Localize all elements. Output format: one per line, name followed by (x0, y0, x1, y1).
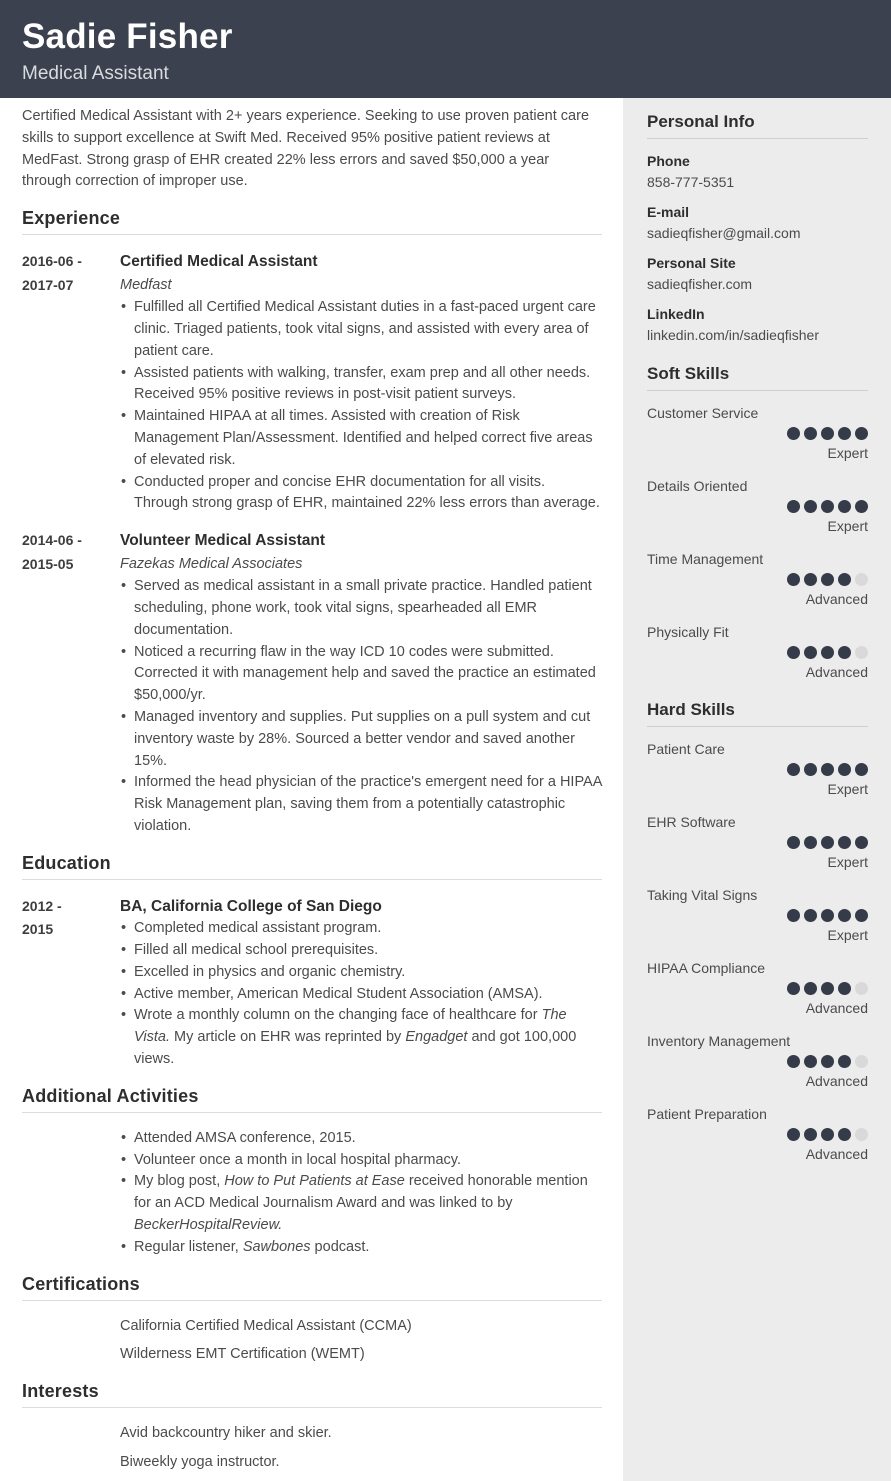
rating-dot (821, 500, 834, 513)
rating-dot (821, 763, 834, 776)
rating-dot (787, 646, 800, 659)
section-certifications (22, 1274, 602, 1367)
skill-item (647, 622, 868, 682)
skill-level-label: Expert (827, 854, 868, 870)
personal-info-item (647, 253, 868, 295)
sidebar-title-personal-info: Personal Info (647, 112, 868, 139)
rating-dot (821, 573, 834, 586)
skill-rating (647, 500, 868, 513)
skill-rating (647, 763, 868, 776)
rating-dot (838, 836, 851, 849)
rating-dot (838, 909, 851, 922)
rating-dot (804, 573, 817, 586)
experience-entries (22, 250, 602, 838)
rating-dot (804, 982, 817, 995)
skill-level-label: Expert (827, 518, 868, 534)
rating-dot (838, 646, 851, 659)
bullet-item: • Assisted patients with walking, transfer, exam prep and all other needs. Received 95% positive reviews in post-visit patient surveys. (120, 363, 602, 407)
entry-dates (22, 895, 120, 1071)
rating-dot (821, 1055, 834, 1068)
skill-item (647, 1031, 868, 1091)
bullet-item: • Informed the head physician of the practice's emergent need for a HIPAA Risk Management plan, saving them from a potentially catastrophic violation. (120, 772, 602, 837)
skill-name: EHR Software (647, 814, 736, 830)
skill-item (647, 885, 868, 945)
personal-info-item (647, 151, 868, 193)
rating-dot (787, 763, 800, 776)
hard-skills-list (647, 739, 868, 1164)
rating-dot (855, 573, 868, 586)
skill-rating (647, 836, 868, 849)
entry-title: BA, California College of San Diego (120, 897, 382, 915)
entry-dates (22, 529, 120, 838)
rating-dot (855, 1055, 868, 1068)
bullet-item: • Completed medical assistant program. (120, 918, 602, 940)
section-experience (22, 208, 602, 838)
rating-dot (855, 500, 868, 513)
rating-dot (804, 1128, 817, 1141)
rating-dot (855, 427, 868, 440)
rating-dot (838, 763, 851, 776)
section-education (22, 853, 602, 1071)
bullet-item: • Wrote a monthly column on the changing face of healthcare for The Vista. My article on EHR was reprinted by Engadget and got 100,000 views. (120, 1005, 602, 1070)
skill-rating (647, 646, 868, 659)
bullet-item: • Volunteer once a month in local hospital pharmacy. (120, 1150, 602, 1172)
entry-date-to: 2015-05 (22, 555, 74, 572)
certifications-list (120, 1316, 602, 1367)
entry-bullets (120, 576, 602, 838)
skill-name: Patient Preparation (647, 1106, 767, 1122)
column-gap (602, 98, 623, 1481)
rating-dot (821, 1128, 834, 1141)
sidebar (623, 98, 891, 1481)
skill-name: Time Management (647, 551, 764, 567)
soft-skills-list (647, 403, 868, 682)
entry-date-to: 2017-07 (22, 276, 74, 293)
skill-name: HIPAA Compliance (647, 960, 766, 976)
section-title-education: Education (22, 853, 602, 880)
rating-dot (838, 573, 851, 586)
rating-dot (787, 500, 800, 513)
bullet-item: • Excelled in physics and organic chemistry. (120, 962, 602, 984)
skill-level-label: Advanced (805, 1146, 868, 1162)
skill-level-label: Advanced (805, 591, 868, 607)
rating-dot (855, 646, 868, 659)
entry-date-from: 2014-06 - (22, 532, 82, 549)
rating-dot (804, 427, 817, 440)
rating-dot (855, 982, 868, 995)
personal-info-label: E-mail (647, 204, 690, 220)
personal-info-label: Personal Site (647, 255, 736, 271)
rating-dot (855, 763, 868, 776)
entry-date-to: 2015 (22, 921, 54, 938)
rating-dot (804, 836, 817, 849)
skill-rating (647, 909, 868, 922)
section-title-experience: Experience (22, 208, 602, 235)
skill-level-label: Expert (827, 445, 868, 461)
entry-company: Medfast (120, 276, 172, 293)
section-title-interests: Interests (22, 1381, 602, 1408)
rating-dot (804, 500, 817, 513)
rating-dot (804, 909, 817, 922)
skill-item (647, 1104, 868, 1164)
certification-item: California Certified Medical Assistant (CCMA) (120, 1317, 412, 1334)
bullet-item: • Active member, American Medical Student Association (AMSA). (120, 984, 602, 1006)
rating-dot (787, 982, 800, 995)
bullet-item: • Fulfilled all Certified Medical Assistant duties in a fast-paced urgent care clinic. Triaged patients, took vital signs, and assisted with every area of patient care. (120, 297, 602, 362)
personal-info-list (647, 151, 868, 346)
rating-dot (821, 836, 834, 849)
entry-date-from: 2016-06 - (22, 253, 82, 270)
skill-rating (647, 1055, 868, 1068)
skill-item (647, 739, 868, 799)
bullet-item: • Regular listener, Sawbones podcast. (120, 1237, 602, 1259)
bullet-item: • My blog post, How to Put Patients at Ease received honorable mention for an ACD Medical Journalism Award and was linked to by BeckerHospitalReview. (120, 1171, 602, 1236)
skill-rating (647, 982, 868, 995)
education-entries (22, 895, 602, 1071)
rating-dot (787, 573, 800, 586)
additional-activities-list (120, 1128, 602, 1259)
skill-item (647, 476, 868, 536)
entry-body (120, 529, 602, 838)
skill-name: Details Oriented (647, 478, 748, 494)
section-additional-activities (22, 1086, 602, 1259)
rating-dot (821, 427, 834, 440)
entry-date-from: 2012 - (22, 897, 62, 914)
bullet-item: • Attended AMSA conference, 2015. (120, 1128, 602, 1150)
summary-paragraph: Certified Medical Assistant with 2+ years experience. Seeking to use proven patient care skills to support excellence at Swift Med. Received 95% positive patient reviews at MedFast. Strong grasp of EHR created 22% less errors and saved $50,000 a year through correction of improper use. (22, 108, 590, 190)
rating-dot (787, 836, 800, 849)
entry-body (120, 250, 602, 515)
certification-item: Wilderness EMT Certification (WEMT) (120, 1346, 365, 1363)
skill-name: Physically Fit (647, 624, 729, 640)
rating-dot (804, 646, 817, 659)
rating-dot (787, 1055, 800, 1068)
entry-title: Volunteer Medical Assistant (120, 532, 325, 550)
entry (22, 529, 602, 838)
personal-info-label: Phone (647, 153, 690, 169)
rating-dot (838, 1128, 851, 1141)
entry-bullets (120, 297, 602, 515)
rating-dot (838, 500, 851, 513)
personal-info-value: 858-777-5351 (647, 174, 735, 190)
entry-title: Certified Medical Assistant (120, 253, 318, 271)
personal-info-value: sadieqfisher.com (647, 276, 753, 292)
personal-info-item (647, 202, 868, 244)
rating-dot (787, 427, 800, 440)
rating-dot (821, 909, 834, 922)
body-columns (0, 98, 891, 1481)
entry (22, 895, 602, 1071)
skill-name: Inventory Management (647, 1033, 791, 1049)
person-job-title: Medical Assistant (22, 63, 169, 84)
sidebar-title-hard-skills: Hard Skills (647, 700, 868, 727)
skill-name: Patient Care (647, 741, 725, 757)
skill-level-label: Advanced (805, 664, 868, 680)
interest-item: Avid backcountry hiker and skier. (120, 1425, 332, 1442)
skill-item (647, 403, 868, 463)
section-title-certifications: Certifications (22, 1274, 602, 1301)
section-title-additional-activities: Additional Activities (22, 1086, 602, 1113)
rating-dot (804, 1055, 817, 1068)
skill-level-label: Expert (827, 927, 868, 943)
skill-name: Customer Service (647, 405, 759, 421)
skill-level-label: Advanced (805, 1073, 868, 1089)
skill-level-label: Expert (827, 781, 868, 797)
rating-dot (821, 646, 834, 659)
rating-dot (838, 427, 851, 440)
section-interests (22, 1381, 602, 1474)
bullet-item: • Conducted proper and concise EHR documentation for all visits. Through strong grasp of EHR, maintained 22% less errors than average. (120, 472, 602, 516)
skill-rating (647, 573, 868, 586)
personal-info-label: LinkedIn (647, 306, 705, 322)
entry-body (120, 895, 602, 1071)
rating-dot (855, 836, 868, 849)
skill-rating (647, 427, 868, 440)
rating-dot (855, 1128, 868, 1141)
personal-info-item (647, 304, 868, 346)
bullet-item: • Filled all medical school prerequisites. (120, 940, 602, 962)
rating-dot (821, 982, 834, 995)
interests-list (120, 1423, 602, 1474)
skill-item (647, 812, 868, 872)
skill-rating (647, 1128, 868, 1141)
skill-item (647, 549, 868, 609)
skill-level-label: Advanced (805, 1000, 868, 1016)
entry-dates (22, 250, 120, 515)
sidebar-title-soft-skills: Soft Skills (647, 364, 868, 391)
rating-dot (855, 909, 868, 922)
rating-dot (804, 763, 817, 776)
personal-info-value: sadieqfisher@gmail.com (647, 225, 801, 241)
rating-dot (787, 909, 800, 922)
entry-company: Fazekas Medical Associates (120, 555, 303, 572)
interest-item: Biweekly yoga instructor. (120, 1453, 280, 1470)
bullet-item: • Managed inventory and supplies. Put supplies on a pull system and cut inventory waste by 28%. Sourced a better vendor and saved another 15%. (120, 707, 602, 772)
rating-dot (787, 1128, 800, 1141)
personal-info-value: linkedin.com/in/sadieqfisher (647, 327, 819, 343)
bullet-item: • Served as medical assistant in a small private practice. Handled patient scheduling, phone work, took vital signs, spearheaded all EMR documentation. (120, 576, 602, 641)
rating-dot (838, 1055, 851, 1068)
skill-name: Taking Vital Signs (647, 887, 758, 903)
skill-item (647, 958, 868, 1018)
entry-bullets (120, 918, 602, 1071)
person-name: Sadie Fisher (22, 17, 233, 56)
header (0, 0, 891, 98)
bullet-item: • Maintained HIPAA at all times. Assisted with creation of Risk Management Plan/Assessment. Identified and helped correct five areas of elevated risk. (120, 406, 602, 471)
bullet-item: • Noticed a recurring flaw in the way ICD 10 codes were submitted. Corrected it with management help and saved the practice an estimated $50,000/yr. (120, 642, 602, 707)
rating-dot (838, 982, 851, 995)
main-column (0, 98, 602, 1481)
entry (22, 250, 602, 515)
